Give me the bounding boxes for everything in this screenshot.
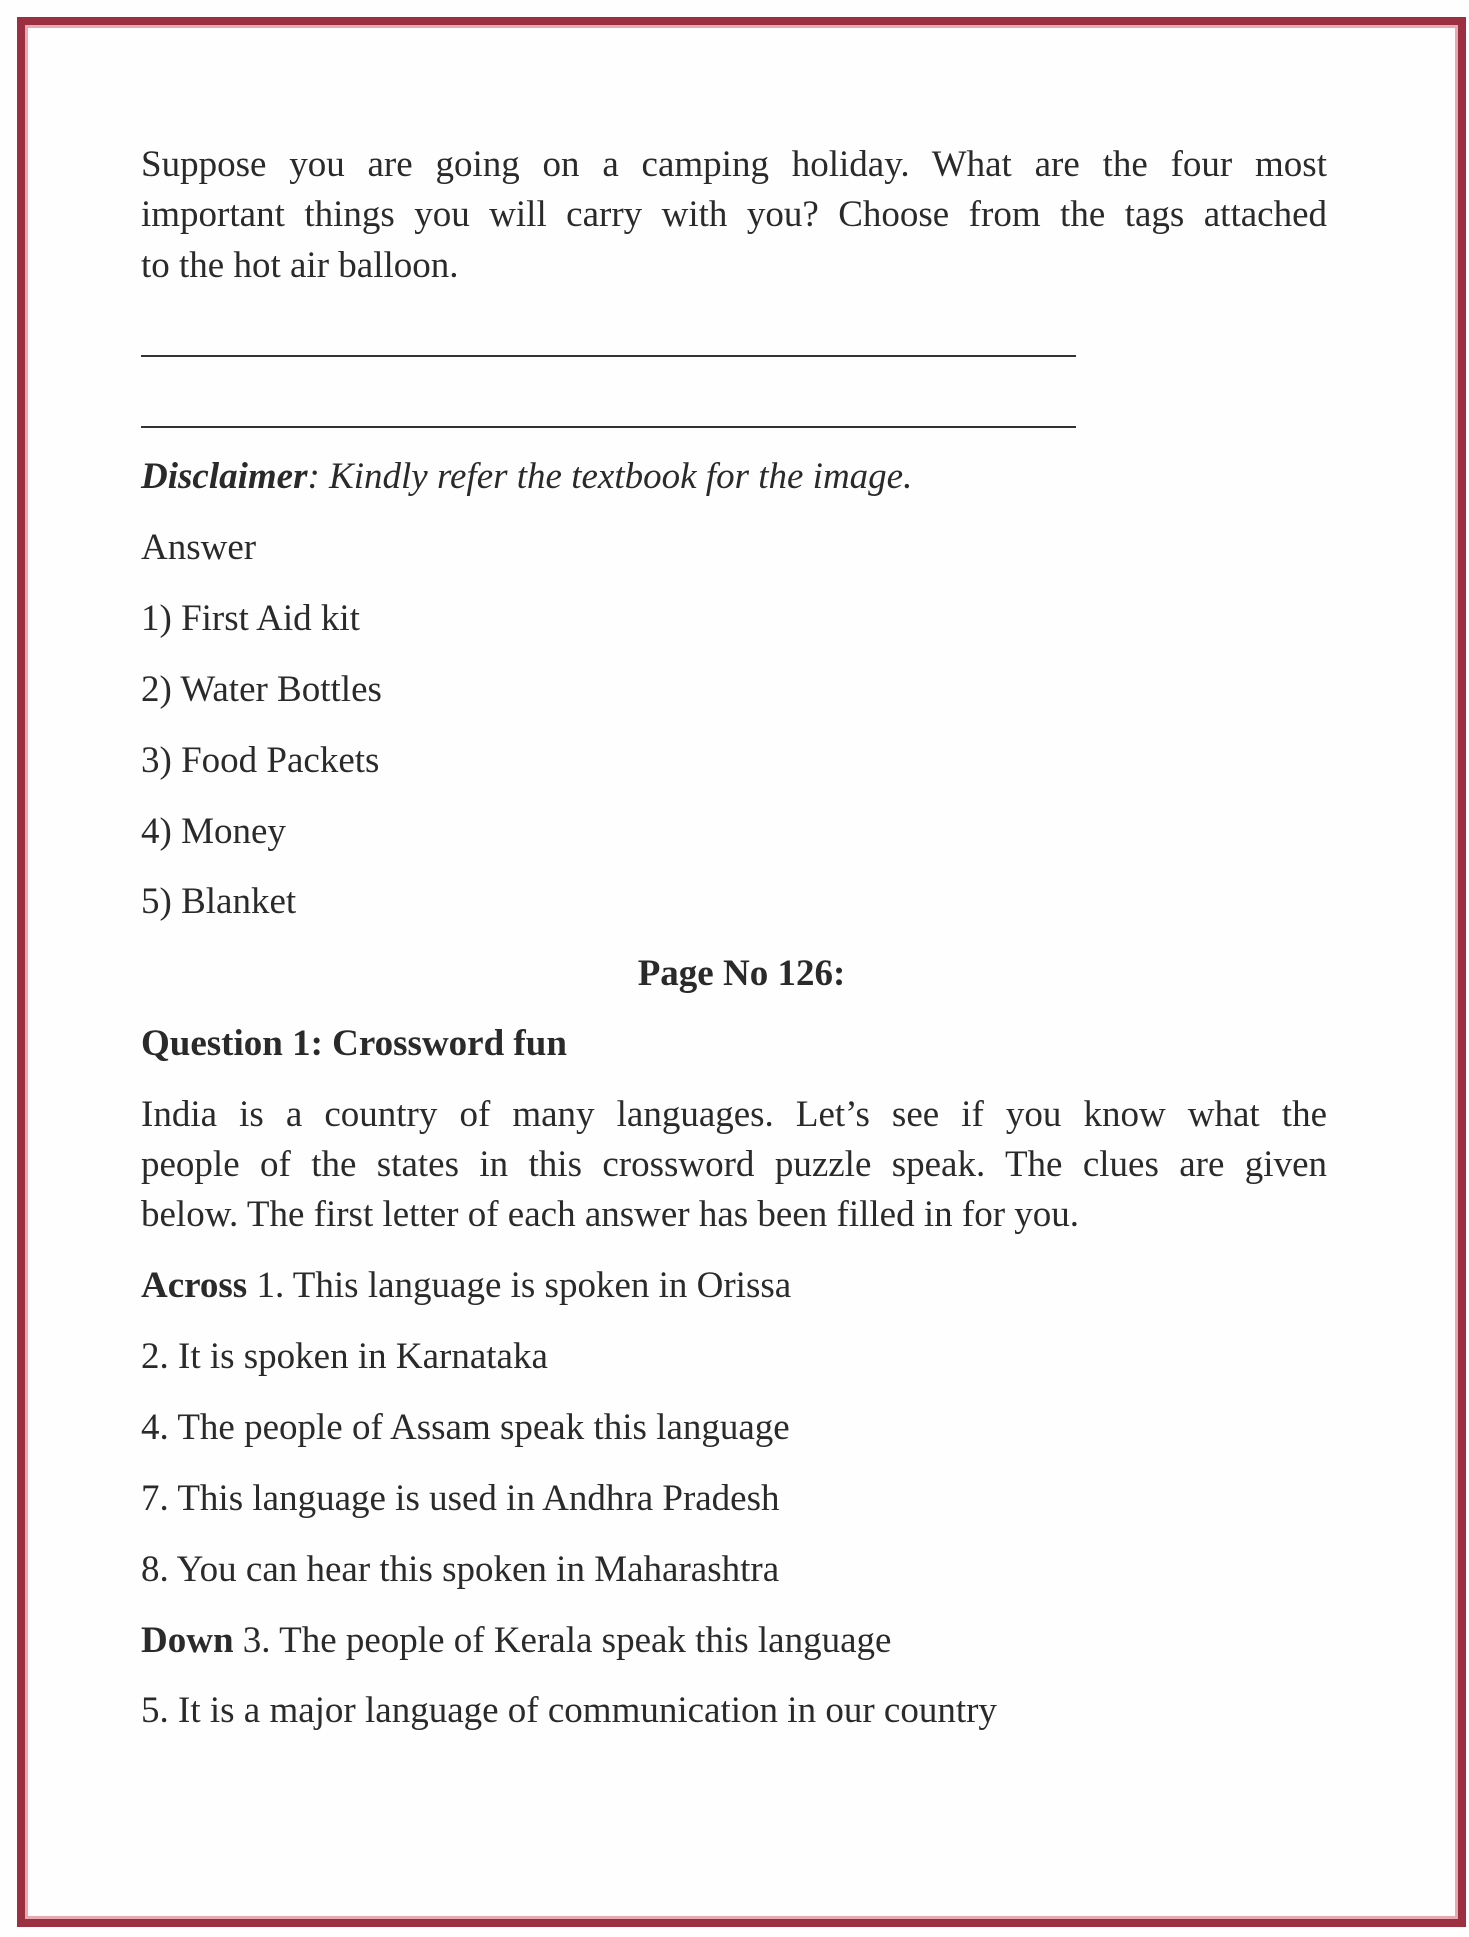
- answer-item: 3) Food Packets: [141, 740, 380, 781]
- answer-item: 1) First Aid kit: [141, 598, 360, 639]
- down-clue-1: [141, 1619, 891, 1663]
- question-paragraph-line-3: below. The first letter of each answer has been filled in for you.: [141, 1194, 1080, 1235]
- answer-item: 5) Blanket: [141, 881, 297, 922]
- answer-blank-line-2[interactable]: [141, 426, 1076, 428]
- disclaimer-label: Disclaimer: [141, 456, 308, 497]
- across-clue: 8. You can hear this spoken in Maharashtra: [141, 1549, 780, 1590]
- across-clue: 2. It is spoken in Karnataka: [141, 1336, 548, 1377]
- disclaimer: [141, 455, 912, 499]
- down-clue: 5. It is a major language of communication in our country: [141, 1690, 997, 1731]
- across-clue-1: [141, 1264, 791, 1308]
- answer-blank-line-1[interactable]: [141, 355, 1076, 357]
- across-clue: 4. The people of Assam speak this language: [141, 1407, 790, 1448]
- down-label: Down: [141, 1620, 234, 1661]
- answer-item: 4) Money: [141, 811, 286, 852]
- clue-text: 1. This language is spoken in Orissa: [247, 1265, 792, 1306]
- across-clue: 7. This language is used in Andhra Pradesh: [141, 1478, 780, 1519]
- answer-heading: Answer: [141, 527, 257, 568]
- question-paragraph-line-1: India is a country of many languages. Let’s see if you know what the: [141, 1094, 1327, 1135]
- disclaimer-text: : Kindly refer the textbook for the image.: [307, 456, 913, 497]
- intro-line-1: Suppose you are going on a camping holiday. What are the four most: [141, 144, 1327, 185]
- page-heading: Page No 126:: [637, 953, 846, 994]
- answer-item: 2) Water Bottles: [141, 669, 382, 710]
- intro-line-3: to the hot air balloon.: [141, 245, 459, 286]
- question-paragraph-line-2: people of the states in this crossword puzzle speak. The clues are given: [141, 1144, 1327, 1185]
- clue-text: 3. The people of Kerala speak this language: [233, 1620, 892, 1661]
- question-title: Question 1: Crossword fun: [141, 1023, 567, 1064]
- intro-line-2: important things you will carry with you? Choose from the tags attached: [141, 194, 1327, 235]
- across-label: Across: [141, 1265, 248, 1306]
